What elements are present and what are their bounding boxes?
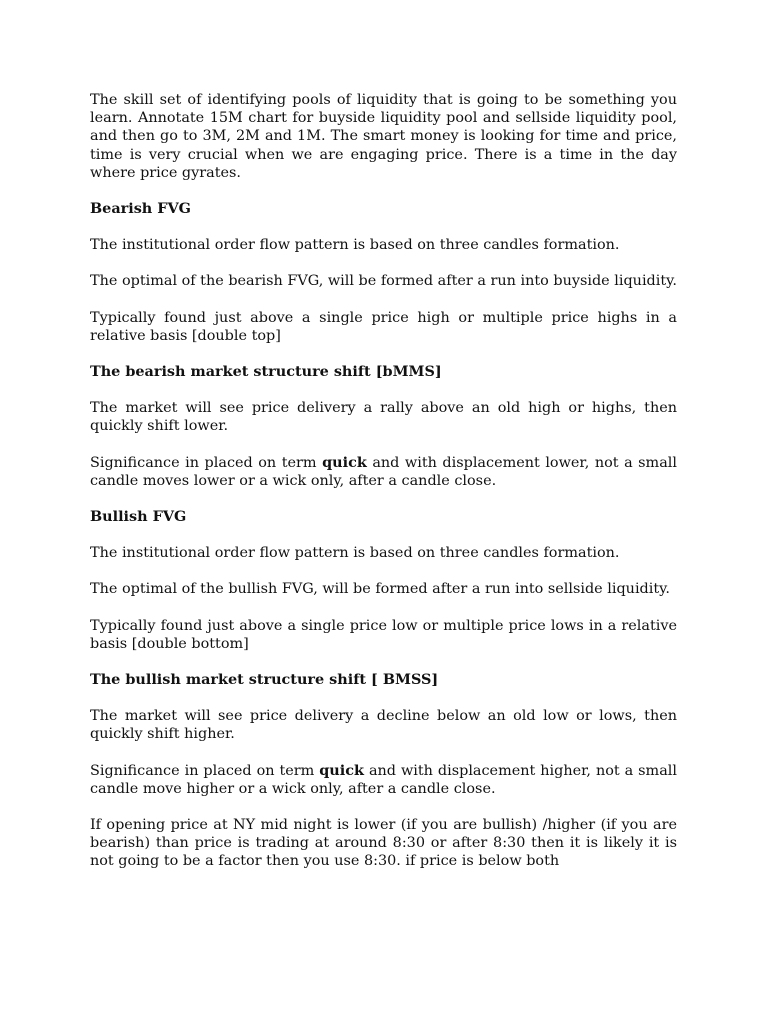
- bullish-mss-paragraph-1: The market will see price delivery a decline below an old low or lows, then quickly shift higher.: [90, 708, 677, 743]
- bullish-fvg-paragraph-2: The optimal of the bullish FVG, will be formed after a run into sellside liquidity.: [90, 581, 670, 598]
- bullish-mss-p2-after: and with displacement higher, not a small candle move higher or a wick only, after a candle close.: [90, 762, 677, 797]
- bearish-mss-quick-bold: quick: [322, 453, 367, 471]
- bearish-mss-paragraph-1: The market will see price delivery a rally above an old high or highs, then quickly shift lower.: [90, 400, 677, 435]
- heading-bearish-fvg: Bearish FVG: [90, 200, 191, 218]
- bearish-fvg-paragraph-3: Typically found just above a single price high or multiple price highs in a relative basis [double top]: [90, 309, 677, 344]
- bearish-mss-p2-after: and with displacement lower, not a small candle moves lower or a wick only, after a candle close.: [90, 454, 677, 489]
- bearish-fvg-paragraph-1: The institutional order flow pattern is based on three candles formation.: [90, 237, 620, 254]
- bullish-mss-quick-bold: quick: [319, 761, 364, 779]
- bullish-fvg-paragraph-3: Typically found just above a single price low or multiple price lows in a relative basis [double bottom]: [90, 617, 677, 652]
- closing-paragraph: If opening price at NY mid night is lower (if you are bullish) /higher (if you are bearish) than price is trading at around 8:30 or after 8:30 then it is likely it is not going to be a factor then you use 8:30. if price is below both: [90, 817, 677, 870]
- heading-bullish-mss: The bullish market structure shift [ BMSS]: [90, 671, 439, 689]
- heading-bullish-fvg: Bullish FVG: [90, 508, 187, 526]
- bearish-mss-p2-before: Significance in placed on term: [90, 454, 323, 471]
- bearish-mss-paragraph-2: [90, 454, 677, 490]
- bearish-fvg-paragraph-2: The optimal of the bearish FVG, will be formed after a run into buyside liquidity.: [90, 273, 677, 290]
- intro-paragraph: The skill set of identifying pools of liquidity that is going to be something you learn. Annotate 15M chart for buyside liquidity pool and sellside liquidity pool, and then go to 3M, 2M and 1M. The smart money is looking for time and price, time is very crucial when we are engaging price. There is a time in the day where price gyrates.: [90, 92, 677, 181]
- bullish-mss-p2-before: Significance in placed on term: [90, 762, 320, 779]
- document-page: [90, 91, 677, 871]
- bullish-mss-paragraph-2: [90, 762, 677, 798]
- bullish-fvg-paragraph-1: The institutional order flow pattern is based on three candles formation.: [90, 545, 620, 562]
- heading-bearish-mss: The bearish market structure shift [bMMS]: [90, 363, 442, 381]
